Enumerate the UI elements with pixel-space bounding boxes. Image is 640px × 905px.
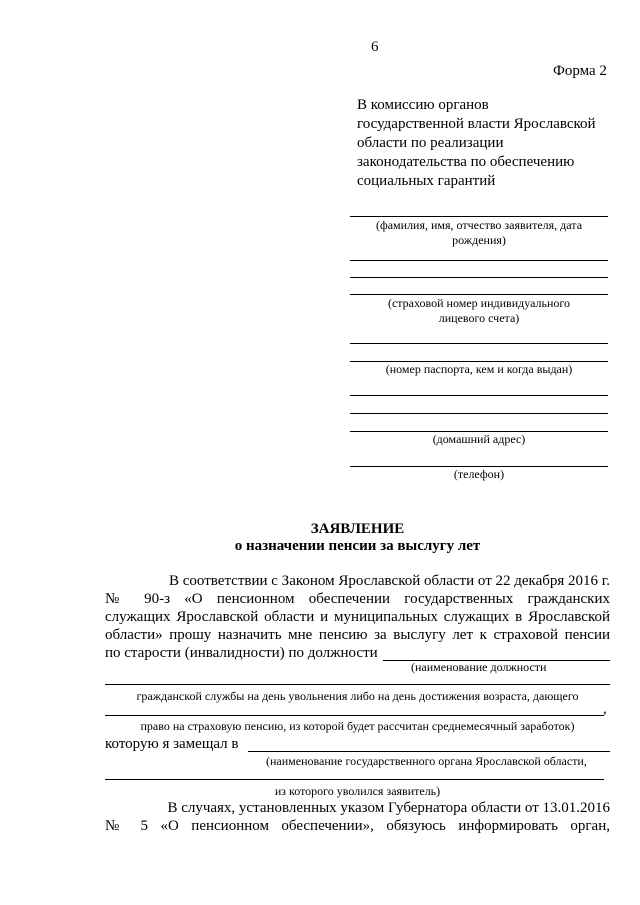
field-line[interactable] (350, 343, 608, 344)
document-subtitle: о назначении пенсии за выслугу лет (234, 538, 481, 554)
addressee-line: В комиссию органов (357, 97, 489, 113)
snils-hint-line: (страховой номер индивидуального (387, 296, 571, 310)
body-line: В случаях, установленных указом Губернатора области от 13.01.2016 (167, 800, 610, 816)
field-line[interactable] (350, 395, 608, 396)
organ-field-line[interactable] (248, 751, 610, 752)
name-hint (350, 218, 608, 248)
snils-hint-line: лицевого счета) (438, 311, 520, 325)
comma: , (603, 701, 607, 717)
right-hint: право на страховую пенсию, из которой будет рассчитан среднемесячный заработок) (140, 719, 575, 733)
service-hint: гражданской службы на день увольнения либо на день достижения возраста, дающего (136, 689, 579, 703)
name-hint-line: рождения) (452, 233, 506, 247)
page-number: 6 (371, 39, 379, 55)
document-title: ЗАЯВЛЕНИЕ (310, 521, 405, 537)
field-line[interactable] (350, 260, 608, 261)
position-field-line-2[interactable] (105, 715, 604, 716)
body-line: служащих Ярославской области и муниципальных служащих в Ярославской (105, 609, 610, 625)
dismissed-hint: из которого уволился заявитель) (274, 784, 441, 798)
organ-hint: (наименование государственного органа Ярославской области, (266, 754, 587, 768)
addressee-line: социальных гарантий (357, 173, 496, 189)
passport-hint: (номер паспорта, кем и когда выдан) (385, 362, 573, 376)
body-line: В соответствии с Законом Ярославской области от 22 декабря 2016 г. (169, 573, 610, 589)
field-line[interactable] (350, 413, 608, 414)
field-line[interactable] (350, 277, 608, 278)
snils-hint (350, 296, 608, 326)
addressee-line: области по реализации (357, 135, 504, 151)
position-continued-line[interactable] (105, 684, 610, 685)
addressee-block (357, 96, 596, 191)
body-line: № 90-з «О пенсионном обеспечении государственных гражданских (105, 591, 610, 607)
address-hint: (домашний адрес) (432, 432, 526, 446)
name-hint-line: (фамилия, имя, отчество заявителя, дата (375, 218, 583, 232)
position-hint: (наименование должности (411, 660, 547, 674)
form-label: Форма 2 (553, 63, 607, 79)
addressee-line: государственной власти Ярославской (357, 116, 596, 132)
addressee-line: законодательства по обеспечению (357, 154, 575, 170)
snils-field-line[interactable] (350, 294, 608, 295)
phone-hint: (телефон) (453, 467, 505, 481)
body-line: № 5 «О пенсионном обеспечении», обязуюсь информировать орган, (105, 818, 610, 834)
body-line: по старости (инвалидности) по должности (105, 645, 378, 661)
body-line: области» прошу назначить мне пенсию за выслугу лет к страховой пенсии (105, 627, 610, 643)
which-held: которую я замещал в (105, 736, 239, 752)
name-field-line[interactable] (350, 216, 608, 217)
organ-field-line-2[interactable] (105, 779, 604, 780)
